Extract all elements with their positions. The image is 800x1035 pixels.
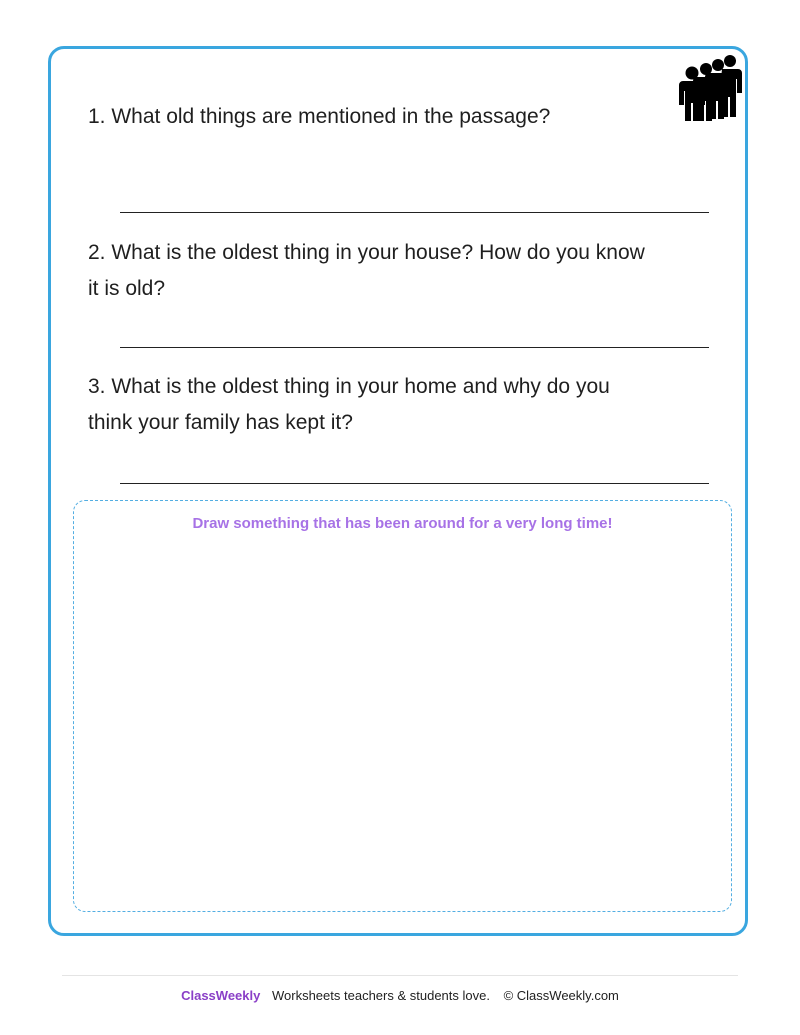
question-2 — [88, 235, 698, 307]
footer-copyright: © ClassWeekly.com — [503, 988, 619, 1003]
question-3-line-2: think your family has kept it? — [88, 411, 353, 434]
question-1-line-1: 1. What old things are mentioned in the passage? — [88, 105, 551, 128]
question-3-line-1: 3. What is the oldest thing in your home and why do you — [88, 375, 610, 398]
question-2-line-1: 2. What is the oldest thing in your house? How do you know — [88, 241, 645, 264]
answer-line-3[interactable] — [120, 483, 709, 484]
answer-line-2[interactable] — [120, 347, 709, 348]
drawing-prompt: Draw something that has been around for a very long time! — [192, 515, 613, 532]
footer-divider — [62, 975, 738, 976]
question-3 — [88, 369, 698, 441]
footer — [0, 988, 800, 1003]
answer-line-1[interactable] — [120, 212, 709, 213]
question-2-line-2: it is old? — [88, 277, 166, 300]
footer-tagline: Worksheets teachers & students love. — [271, 988, 490, 1003]
question-1 — [88, 99, 698, 135]
footer-brand: ClassWeekly — [181, 988, 261, 1003]
drawing-area[interactable] — [73, 500, 732, 912]
